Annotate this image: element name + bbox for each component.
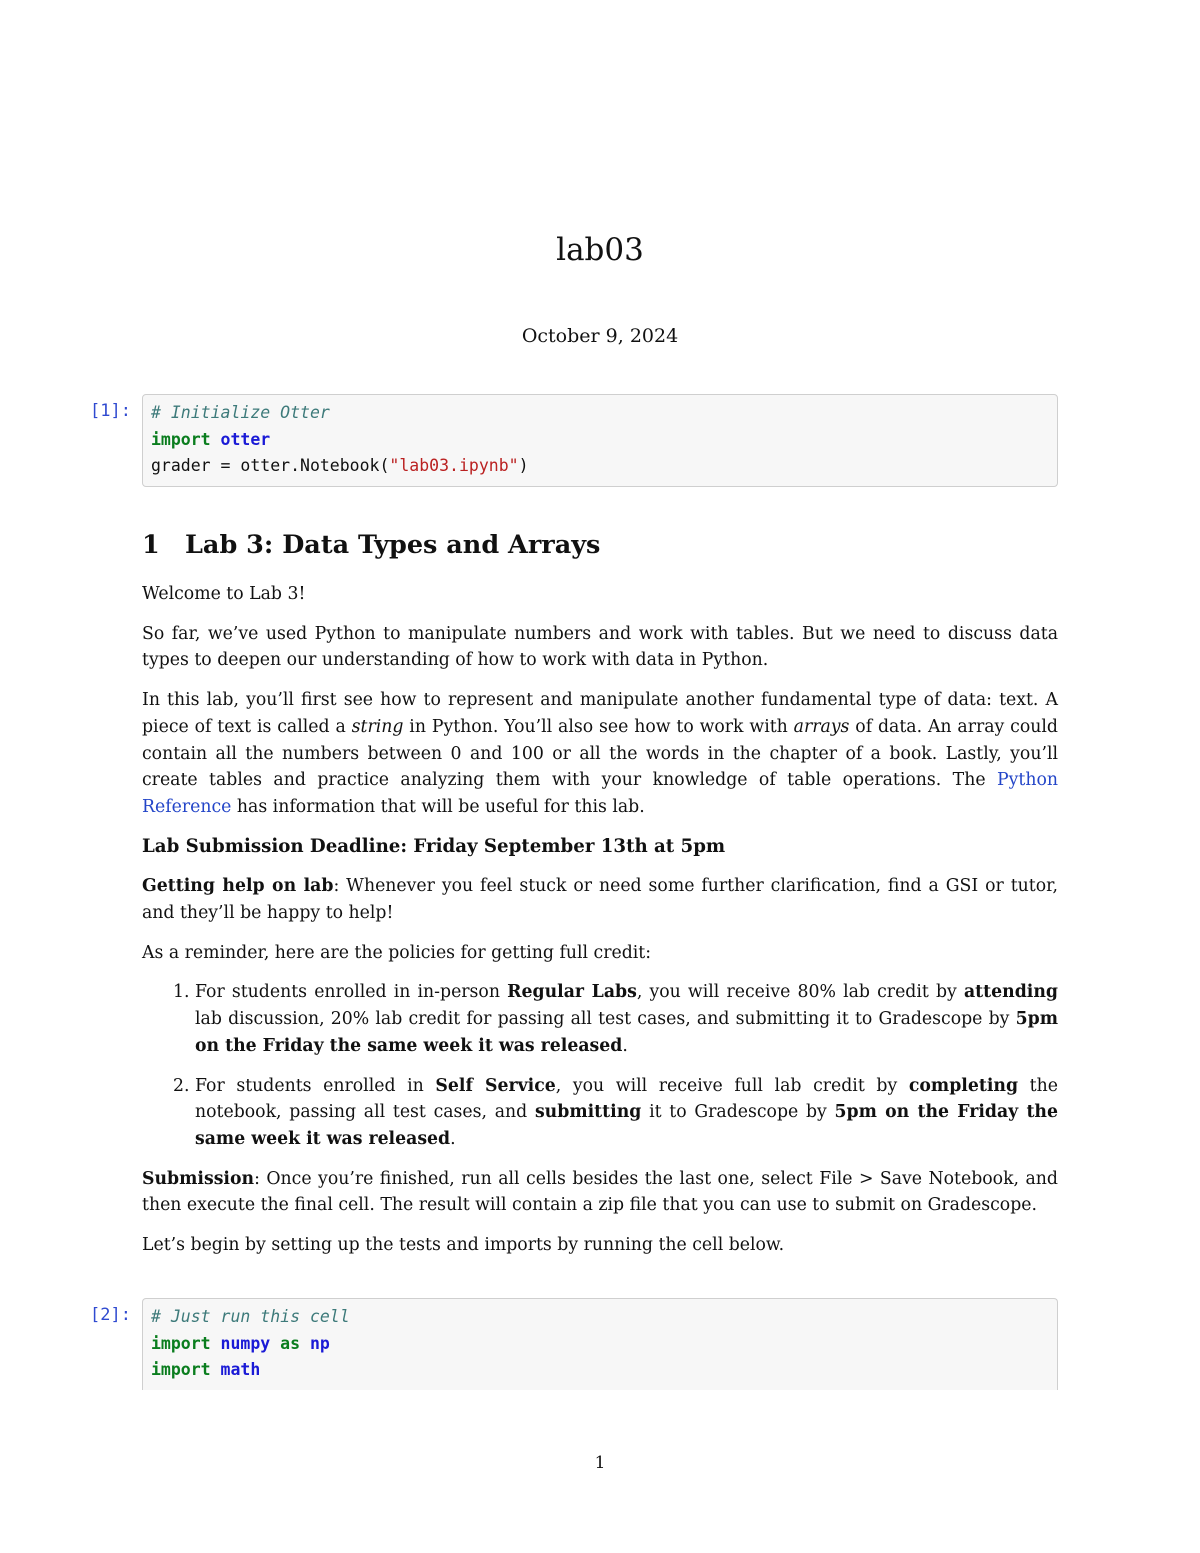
section-heading [142, 527, 600, 563]
code-token-kw: import [151, 1360, 211, 1379]
lab-intro-text [142, 581, 1058, 1272]
code-token-kw: as [280, 1333, 301, 1353]
code-line [151, 427, 1049, 454]
code-cell-1[interactable] [142, 394, 1058, 487]
help-paragraph: Getting help on lab: Whenever you feel stuck or need some further clarification, find a GSI or tutor, and they’ll be happy to help! [142, 876, 1059, 924]
policy-item-self-service: 2. For students enrolled in Self Service, you will receive full lab credit by completing the notebook, passing all test cases, and submitting it to Gradescope by 5pm on the Friday the same week it was released. [195, 1073, 1058, 1153]
code-token-mod: otter [220, 429, 271, 449]
policy-item-regular-labs: 1. For students enrolled in in-person Regular Labs, you will receive 80% lab credit by attending lab discussion, 20% lab credit for passing all test cases, and submitting it to Gradescope by 5pm on the Friday the same week it was released. [195, 979, 1058, 1059]
code-token-plain [211, 430, 221, 449]
code-line [151, 1357, 1049, 1384]
begin-paragraph: Let’s begin by setting up the tests and imports by running the cell below. [142, 1235, 785, 1256]
deadline-paragraph: Lab Submission Deadline: Friday September 13th at 5pm [142, 835, 726, 857]
cell-prompt-2: [2]: [90, 1305, 131, 1325]
content-paragraph: In this lab, you’ll first see how to represent and manipulate another fundamental type of data: text. A piece of text is called a string in Python. You’ll also see how to work with arrays of data. An array could contain all the numbers between 0 and 100 or all the words in the chapter of a book. Lastly, you’ll create tables and practice analyzing them with your knowledge of table operations. The Python Reference has information that will be useful for this lab. [142, 690, 1058, 817]
code-line [151, 400, 1049, 427]
policy-list [142, 979, 1058, 1152]
code-token-mod: numpy [220, 1333, 271, 1353]
code-token-str: "lab03.ipynb" [389, 456, 519, 475]
intro-paragraph: So far, we’ve used Python to manipulate numbers and work with tables. But we need to discuss data types to deepen our understanding of how to work with data in Python. [142, 623, 1058, 671]
cell-prompt-1: [1]: [90, 401, 131, 421]
submission-paragraph: Submission: Once you’re finished, run all cells besides the last one, select File > Save Notebook, and then execute the final cell. The result will contain a zip file that you can use to submit on Gradescope. [142, 1168, 1058, 1216]
reminder-paragraph: As a reminder, here are the policies for getting full credit: [142, 942, 652, 963]
code-cell-2[interactable] [142, 1298, 1058, 1390]
code-token-plain [300, 1334, 310, 1353]
code-line [151, 453, 1049, 480]
code-token-mod: np [309, 1333, 330, 1353]
code-line [151, 1331, 1049, 1358]
section-title: Lab 3: Data Types and Arrays [185, 530, 601, 560]
code-token-kw: import [151, 429, 211, 449]
python-reference-link[interactable]: Python Reference [142, 770, 1058, 817]
code-token-comment: # Just run this cell [151, 1307, 350, 1326]
document-title: lab03 [556, 232, 644, 268]
code-token-comment: # Initialize Otter [151, 403, 330, 422]
section-number: 1 [142, 530, 160, 560]
code-token-plain [211, 1360, 221, 1379]
code-line [151, 1304, 1049, 1331]
code-token-plain: ) [518, 456, 529, 475]
document-date: October 9, 2024 [521, 325, 679, 347]
code-token-mod: math [220, 1360, 261, 1379]
code-token-kw: import [151, 1333, 211, 1353]
welcome-paragraph: Welcome to Lab 3! [142, 584, 306, 604]
page-number: 1 [594, 1453, 606, 1473]
code-token-plain [211, 1334, 221, 1353]
code-token-plain: grader = otter.Notebook( [151, 456, 390, 475]
code-token-plain [270, 1334, 280, 1353]
